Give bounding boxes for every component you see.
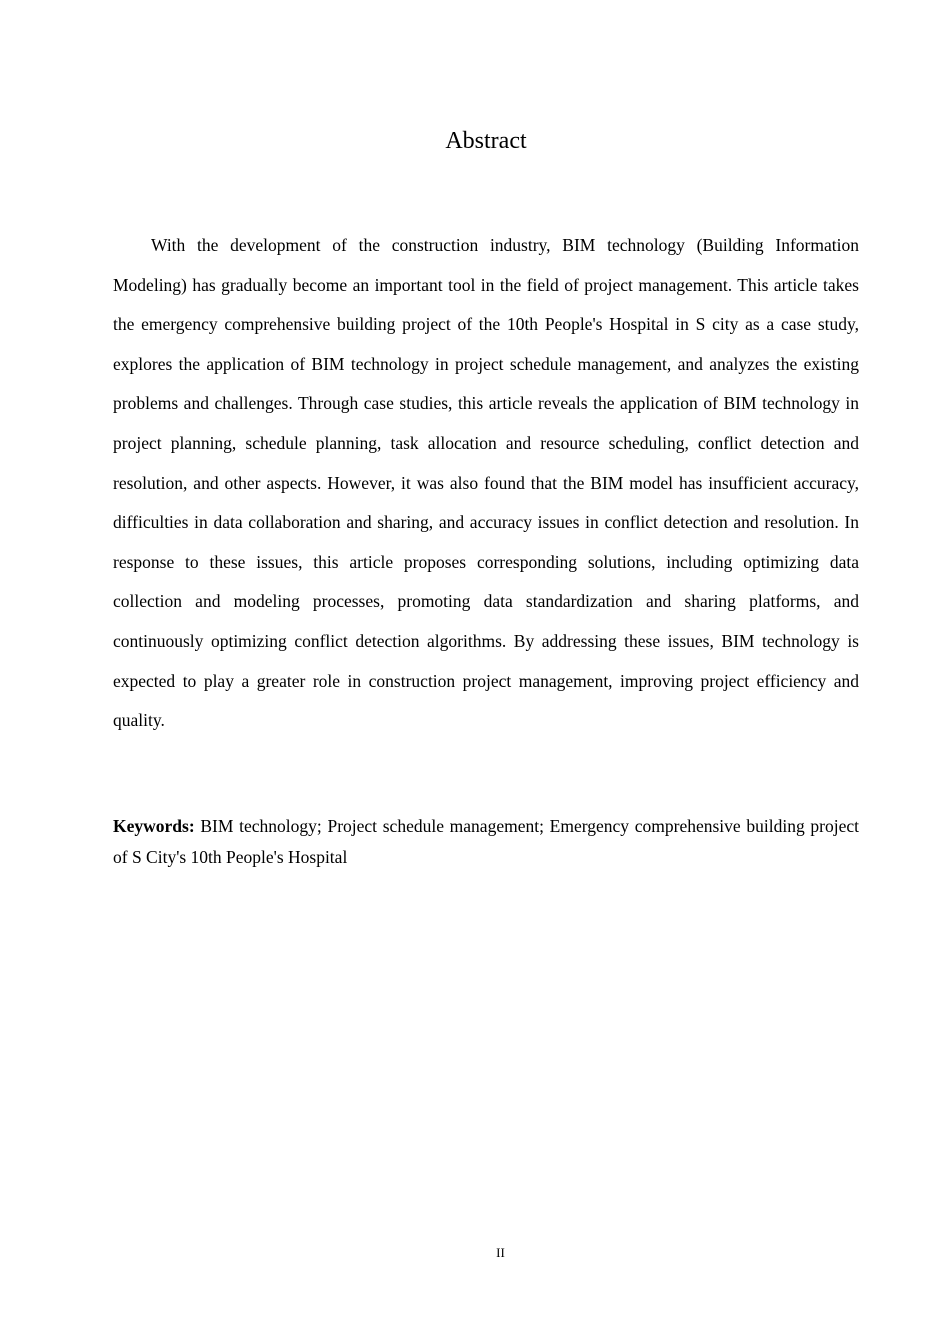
keywords-label: Keywords: — [113, 816, 195, 836]
keywords-text: BIM technology; Project schedule management; Emergency comprehensive building project of S City's 10th People's Hospital — [113, 816, 860, 867]
page-number: II — [496, 1245, 505, 1260]
keywords-paragraph — [113, 811, 859, 873]
abstract-paragraph: With the development of the construction industry, BIM technology (Building Information Modeling) has gradually become an important tool in the field of project management. This article takes the emergency comprehensive building project of the 10th People's Hospital in S city as a case study, explores the application of BIM technology in project schedule management, and analyzes the existing problems and challenges. Through case studies, this article reveals the application of BIM technology in project planning, schedule planning, task allocation and resource scheduling, conflict detection and resolution, and other aspects. However, it was also found that the BIM model has insufficient accuracy, difficulties in data collaboration and sharing, and accuracy issues in conflict detection and resolution. In response to these issues, this article proposes corresponding solutions, including optimizing data collection and modeling processes, promoting data standardization and sharing platforms, and continuously optimizing conflict detection algorithms. By addressing these issues, BIM technology is expected to play a greater role in construction project management, improving project efficiency and quality. — [113, 235, 859, 731]
page-title: Abstract — [445, 128, 527, 154]
